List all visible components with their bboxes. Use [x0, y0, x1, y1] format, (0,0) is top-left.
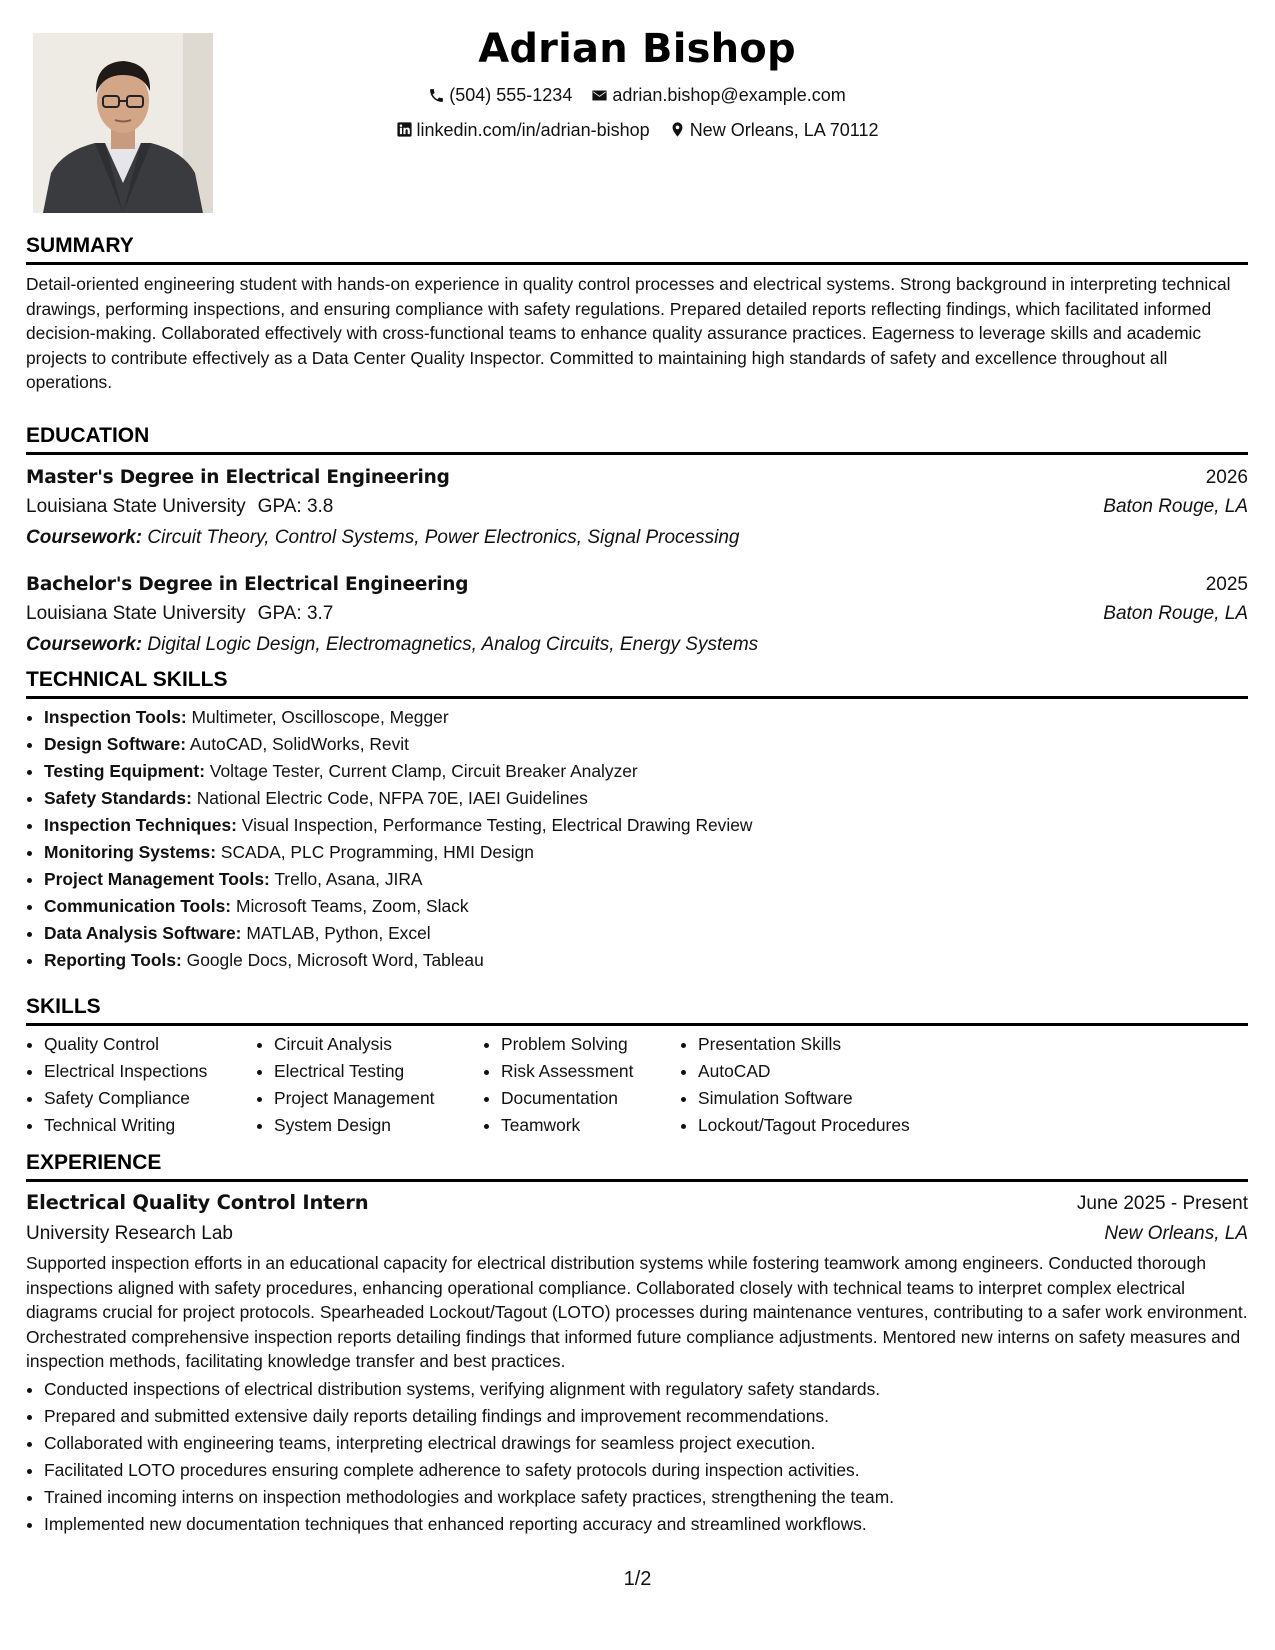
skill-values: Multimeter, Oscilloscope, Megger: [191, 707, 449, 727]
job-dates: June 2025 - Present: [1076, 1193, 1248, 1214]
list-item: [44, 812, 1248, 839]
coursework: [26, 629, 1248, 661]
skills-column: [256, 1031, 483, 1139]
list-item: [44, 893, 1248, 920]
list-item: • Quality Control: [44, 1031, 256, 1058]
list-item: • Trained incoming interns on inspection methodologies and workplace safety practices, strengthening the team.: [44, 1484, 1248, 1511]
coursework-list: Digital Logic Design, Electromagnetics, Analog Circuits, Energy Systems: [147, 634, 759, 655]
skill-values: Voltage Tester, Current Clamp, Circuit Breaker Analyzer: [209, 761, 638, 781]
candidate-name: Adrian Bishop: [478, 26, 796, 72]
skill-category: Design Software:: [44, 734, 187, 754]
envelope-icon: [591, 87, 608, 104]
list-item: • Risk Assessment: [501, 1058, 680, 1085]
contact-linkedin[interactable]: [396, 120, 650, 140]
contact-phone: [428, 85, 572, 105]
skill-category: Inspection Techniques:: [44, 815, 237, 835]
gpa: GPA: 3.7: [257, 603, 334, 624]
skill-category: Monitoring Systems:: [44, 842, 216, 862]
skill-values: SCADA, PLC Programming, HMI Design: [220, 842, 534, 862]
list-item: • Implemented new documentation techniques that enhanced reporting accuracy and streamlined workflows.: [44, 1511, 1248, 1538]
page-number: 1/2: [623, 1568, 652, 1590]
list-item: • Circuit Analysis: [274, 1031, 483, 1058]
skill-category: Testing Equipment:: [44, 761, 206, 781]
list-item: [44, 920, 1248, 947]
list-item: • Documentation: [501, 1085, 680, 1112]
list-item: • Safety Compliance: [44, 1085, 256, 1112]
education-entry: [26, 464, 1248, 554]
job-organization: University Research Lab: [26, 1223, 233, 1244]
education-location: Baton Rouge, LA: [1103, 603, 1248, 624]
coursework-label: Coursework:: [26, 634, 143, 655]
technical-skills-section: [26, 667, 1248, 974]
list-item: • Presentation Skills: [698, 1031, 968, 1058]
list-item: [44, 731, 1248, 758]
list-item: • Project Management: [274, 1085, 483, 1112]
job-description: Supported inspection efforts in an educational capacity for electrical distribution systems while fostering teamwork among engineers. Conducted thorough inspections aligned with safety procedures, enhancing operational compliance. Collaborated closely with technical teams to interpret complex electrical diagrams crucial for project protocols. Spearheaded Lockout/Tagout (LOTO) processes during maintenance ventures, contributing to a safer work environment. Orchestrated comprehensive inspection reports detailing findings that informed future compliance adjustments. Mentored new interns on safety measures and inspection methods, facilitating knowledge transfer and best practices.: [26, 1253, 1248, 1371]
education-entry: [26, 571, 1248, 661]
skill-values: MATLAB, Python, Excel: [246, 923, 431, 943]
institution: [26, 492, 333, 522]
summary-title: SUMMARY: [26, 233, 1248, 265]
list-item: • Facilitated LOTO procedures ensuring complete adherence to safety protocols during inspection activities.: [44, 1457, 1248, 1484]
gpa: GPA: 3.8: [257, 496, 334, 517]
coursework: [26, 522, 1248, 554]
degree-year: 2026: [1205, 467, 1248, 488]
list-item: • Lockout/Tagout Procedures: [698, 1112, 968, 1139]
skill-category: Reporting Tools:: [44, 950, 182, 970]
list-item: [44, 704, 1248, 731]
skill-values: Visual Inspection, Performance Testing, Electrical Drawing Review: [241, 815, 753, 835]
list-item: [44, 758, 1248, 785]
list-item: • Simulation Software: [698, 1085, 968, 1112]
skill-category: Safety Standards:: [44, 788, 192, 808]
summary-section: [26, 233, 1248, 395]
skill-values: AutoCAD, SolidWorks, Revit: [189, 734, 409, 754]
education-location: Baton Rouge, LA: [1103, 496, 1248, 517]
skill-category: Project Management Tools:: [44, 869, 270, 889]
skills-grid: [26, 1031, 1248, 1139]
phone-icon: [428, 87, 445, 104]
location-text: New Orleans, LA 70112: [689, 119, 879, 140]
linkedin-icon: [396, 121, 413, 138]
list-item: • AutoCAD: [698, 1058, 968, 1085]
coursework-list: Circuit Theory, Control Systems, Power Electronics, Signal Processing: [147, 527, 740, 548]
experience-section: [26, 1150, 1248, 1538]
skill-values: National Electric Code, NFPA 70E, IAEI Guidelines: [196, 788, 588, 808]
skill-category: Data Analysis Software:: [44, 923, 242, 943]
email-text[interactable]: adrian.bishop@example.com: [612, 85, 846, 105]
coursework-label: Coursework:: [26, 527, 143, 548]
map-marker-icon: [669, 121, 686, 138]
contact-email[interactable]: [591, 85, 845, 105]
skills-section: [26, 994, 1248, 1139]
skill-values: Google Docs, Microsoft Word, Tableau: [186, 950, 484, 970]
summary-text: Detail-oriented engineering student with hands-on experience in quality control processes and electrical systems. Strong background in interpreting technical drawings, performing inspections, and ensuring compliance with safety regulations. Prepared detailed reports reflecting findings, which facilitated informed decision-making. Collaborated effectively with cross-functional teams to enhance quality assurance practices. Eagerness to leverage skills and academic projects to contribute effectively as a Data Center Quality Inspector. Committed to maintaining high standards of safety and excellence throughout all operations.: [26, 274, 1231, 392]
list-item: [44, 866, 1248, 893]
list-item: • Problem Solving: [501, 1031, 680, 1058]
institution: [26, 599, 333, 629]
list-item: • Conducted inspections of electrical distribution systems, verifying alignment with regulatory safety standards.: [44, 1376, 1248, 1403]
skill-category: Inspection Tools:: [44, 707, 187, 727]
list-item: [44, 839, 1248, 866]
job-entry: [26, 1188, 1248, 1538]
contact-row-1: [26, 85, 1248, 108]
resume-page: [26, 0, 1248, 1650]
phone-text: (504) 555-1234: [449, 85, 573, 105]
degree-title: Bachelor's Degree in Electrical Engineering: [26, 574, 469, 595]
list-item: • Teamwork: [501, 1112, 680, 1139]
education-title: EDUCATION: [26, 423, 1248, 455]
resume-header: [26, 22, 1248, 142]
job-bullets: [26, 1376, 1248, 1538]
skills-title: SKILLS: [26, 994, 1248, 1026]
list-item: • Electrical Inspections: [44, 1058, 256, 1085]
list-item: • Collaborated with engineering teams, interpreting electrical drawings for seamless project execution.: [44, 1430, 1248, 1457]
skills-column: [26, 1031, 256, 1139]
contact-location: [669, 120, 879, 140]
skill-values: Microsoft Teams, Zoom, Slack: [235, 896, 469, 916]
degree-year: 2025: [1205, 574, 1248, 595]
technical-skills-title: TECHNICAL SKILLS: [26, 667, 1248, 699]
list-item: [44, 785, 1248, 812]
degree-title: Master's Degree in Electrical Engineering: [26, 467, 450, 488]
job-location: New Orleans, LA: [1104, 1223, 1248, 1244]
list-item: • Prepared and submitted extensive daily reports detailing findings and improvement recommendations.: [44, 1403, 1248, 1430]
education-section: [26, 423, 1248, 661]
contact-row-2: [26, 120, 1248, 143]
skills-column: [483, 1031, 680, 1139]
job-title: Electrical Quality Control Intern: [26, 1191, 369, 1214]
skill-category: Communication Tools:: [44, 896, 232, 916]
list-item: • Technical Writing: [44, 1112, 256, 1139]
skills-column: [680, 1031, 968, 1139]
institution-name: Louisiana State University: [26, 603, 246, 624]
list-item: [44, 947, 1248, 974]
list-item: • Electrical Testing: [274, 1058, 483, 1085]
technical-skills-list: [26, 704, 1248, 974]
experience-title: EXPERIENCE: [26, 1150, 1248, 1182]
linkedin-text[interactable]: linkedin.com/in/adrian-bishop: [416, 119, 650, 140]
list-item: • System Design: [274, 1112, 483, 1139]
skill-values: Trello, Asana, JIRA: [274, 869, 423, 889]
institution-name: Louisiana State University: [26, 496, 246, 517]
